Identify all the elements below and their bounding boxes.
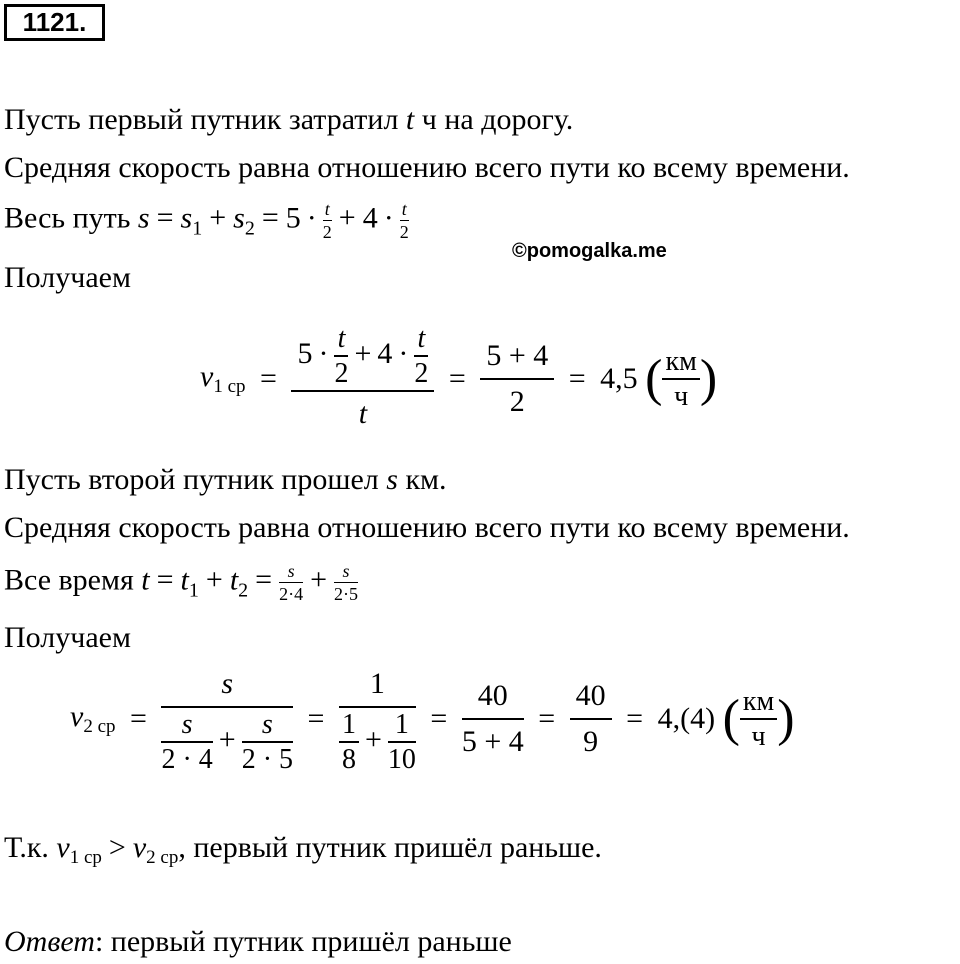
v1-average-formula: $v_{1 ср}$ = 5 · $\frac{t}{2}$ + 4 · $\frac{t}{2}$ t = $\frac{5 + 4}{2}$ = 4,5 ( $\frac{км}{ч}$ ) [200,322,717,436]
result-v1: 4,5 [600,362,638,395]
part1-gets: Получаем [4,261,131,294]
part1-line1: Пусть первый путник затратил t ч на дорогу. [4,103,574,136]
fraction-t-over-2: $\frac{t}{2}$ [322,199,332,242]
part2-time-formula: Все время $t = t_1 + t_2$ = $\frac{s}{2\cdot 4}$ + $\frac{s}{2\cdot 5}$ [4,561,358,604]
fraction-s-over-2x5: $\frac{s}{2\cdot 5}$ [334,561,358,604]
part2-line1: Пусть второй путник прошел s км. [4,463,447,496]
v2-average-formula: $v_{2 ср}$ = s $\frac{s}{2 \cdot 4}$ + $\frac{s}{2 \cdot 5}$ = 1 $\frac{1}{8}$ + $\frac{1}{10}$ = $\frac{40}{5 + 4}$ = $\frac{40}{9}$ = 4,(4) ( $\frac{км}{ч}$ ) [70,662,795,776]
result-v2: 4,(4) [657,702,716,735]
answer-label: Ответ [4,925,95,958]
fraction-v1-main: 5 · $\frac{t}{2}$ + 4 · $\frac{t}{2}$ t [291,322,434,436]
problem-number-badge: 1121. [4,4,105,41]
unit-km-per-h: $\frac{км}{ч}$ [740,685,777,753]
fraction-1-over-sum: 1 $\frac{1}{8}$ + $\frac{1}{10}$ [339,662,416,776]
fraction-s-over-2x4: $\frac{s}{2\cdot 4}$ [279,561,304,604]
part2-gets: Получаем [4,621,131,654]
fraction-40-over-9sum: $\frac{40}{5 + 4}$ [462,674,524,764]
unit-km-per-h: $\frac{км}{ч}$ [662,345,699,413]
fraction-v2-main: s $\frac{s}{2 \cdot 4}$ + $\frac{s}{2 \cdot 5}$ [161,662,293,776]
fraction-t-over-2: $\frac{t}{2}$ [399,199,409,242]
answer-text: : первый путник пришёл раньше [94,925,512,958]
conclusion-line: Т.к. $v_{1 ср} > v_{2 ср}$, первый путник пришёл раньше. [4,831,602,868]
part1-path-formula: Весь путь $s = s_1 + s_2 = 5$ · $\frac{t}{2}$ + 4 · $\frac{t}{2}$ [4,199,409,242]
part2-line2: Средняя скорость равна отношению всего пути ко всему времени. [4,511,850,544]
fraction-40-over-9: $\frac{40}{9}$ [570,674,612,764]
watermark: ©pomogalka.me [512,240,667,262]
fraction-9-over-2: $\frac{5 + 4}{2}$ [480,334,554,424]
answer-line [4,924,512,960]
part1-line2: Средняя скорость равна отношению всего пути ко всему времени. [4,151,850,184]
